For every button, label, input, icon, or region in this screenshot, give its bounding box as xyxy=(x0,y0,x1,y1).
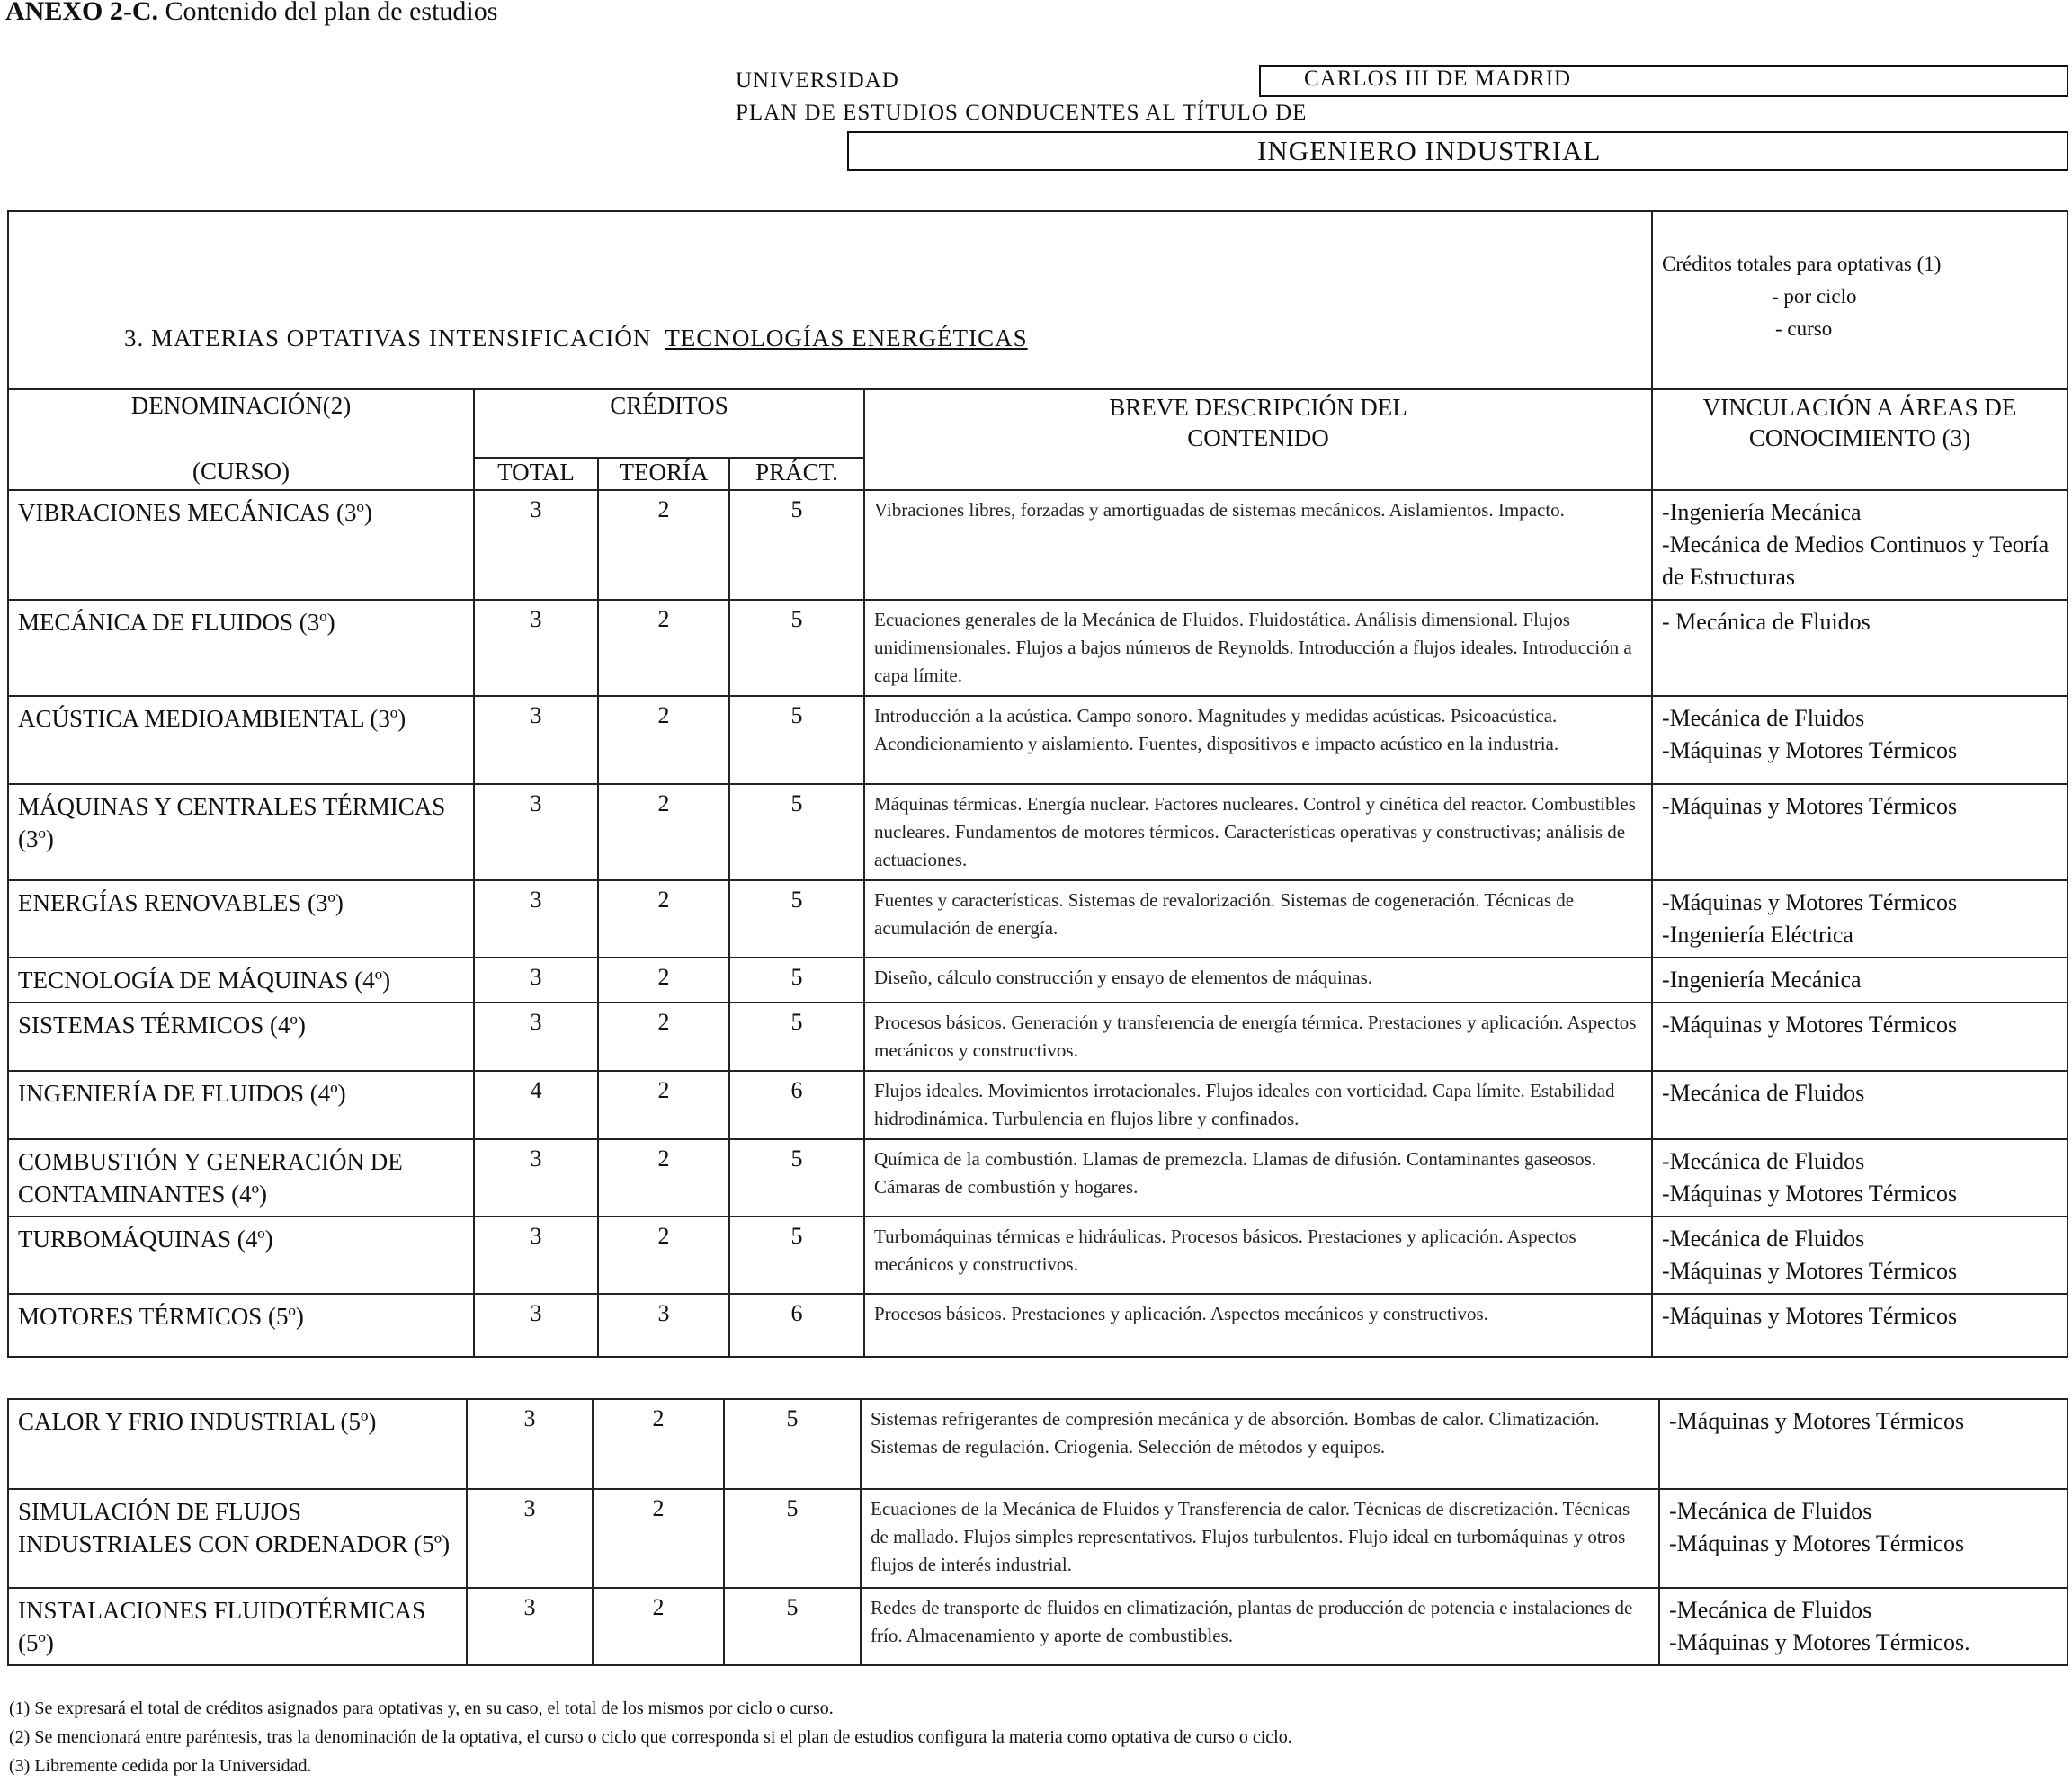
credits-total: 4 xyxy=(474,1071,598,1139)
credits-total: 3 xyxy=(474,696,598,784)
col-total: TOTAL xyxy=(474,458,598,490)
credits-total: 3 xyxy=(474,490,598,600)
subject-name: ACÚSTICA MEDIOAMBIENTAL (3º) xyxy=(8,696,474,784)
credits-teoria: 2 xyxy=(598,784,729,880)
col-curso: (CURSO) xyxy=(8,458,474,490)
table-row xyxy=(8,1139,2068,1217)
subject-description: Ecuaciones de la Mecánica de Fluidos y Transferencia de calor. Técnicas de discretización. Técnicas de mallado. Flujos simples representativos. Flujos turbulentos. Flujo ideal en turbomáquinas y otros flujos de interés industrial. xyxy=(861,1489,1659,1588)
col-denominacion: DENOMINACIÓN(2) xyxy=(8,389,474,458)
credits-teoria: 3 xyxy=(598,1294,729,1357)
titulo-value: INGENIERO INDUSTRIAL xyxy=(1257,135,1602,166)
credits-teoria: 2 xyxy=(598,696,729,784)
credits-total: 3 xyxy=(474,1294,598,1357)
titulo-box xyxy=(847,131,2068,171)
credits-teoria: 2 xyxy=(598,490,729,600)
knowledge-areas xyxy=(1652,880,2068,958)
credits-total: 3 xyxy=(474,1139,598,1217)
col-descripcion-2: CONTENIDO xyxy=(1187,424,1329,451)
subject-description: Química de la combustión. Llamas de premezcla. Llamas de difusión. Contaminantes gaseosos. Cámaras de combustión y hogares. xyxy=(864,1139,1652,1217)
col-vinculacion xyxy=(1652,389,2068,490)
footnote-1: (1) Se expresará el total de créditos asignados para optativas y, en su caso, el total de los mismos por ciclo o curso. xyxy=(9,1698,834,1718)
subject-name: MOTORES TÉRMICOS (5º) xyxy=(8,1294,474,1357)
credits-total: 3 xyxy=(474,784,598,880)
knowledge-area: -Máquinas y Motores Térmicos. xyxy=(1669,1629,1970,1655)
col-creditos: CRÉDITOS xyxy=(474,389,864,458)
rows-top xyxy=(8,490,2068,1357)
credits-teoria: 2 xyxy=(593,1489,724,1588)
col-descripcion-1: BREVE DESCRIPCIÓN DEL xyxy=(1109,394,1407,421)
knowledge-area: -Mecánica de Medios Continuos y Teoría de Estructuras xyxy=(1662,531,2050,590)
table-row xyxy=(8,1399,2068,1489)
knowledge-areas xyxy=(1652,696,2068,784)
plan-table-bottom xyxy=(7,1398,2068,1666)
col-vinculacion-1: VINCULACIÓN A ÁREAS DE xyxy=(1702,394,2017,421)
credits-teoria: 2 xyxy=(598,1003,729,1071)
knowledge-area: - Mecánica de Fluidos xyxy=(1662,609,1871,635)
subject-name: CALOR Y FRIO INDUSTRIAL (5º) xyxy=(8,1399,467,1489)
knowledge-areas xyxy=(1652,1217,2068,1294)
credits-pract: 5 xyxy=(729,784,864,880)
credits-pract: 5 xyxy=(729,1217,864,1294)
credits-total: 3 xyxy=(467,1489,593,1588)
subject-name: TECNOLOGÍA DE MÁQUINAS (4º) xyxy=(8,958,474,1003)
subject-description: Vibraciones libres, forzadas y amortiguadas de sistemas mecánicos. Aislamientos. Impacto. xyxy=(864,490,1652,600)
credits-total: 3 xyxy=(474,958,598,1003)
universidad-value: CARLOS III DE MADRID xyxy=(1304,67,1572,91)
subject-name: INSTALACIONES FLUIDOTÉRMICAS (5º) xyxy=(8,1588,467,1665)
subject-description: Turbomáquinas térmicas e hidráulicas. Procesos básicos. Prestaciones y aplicación. Aspectos mecánicos y constructivos. xyxy=(864,1217,1652,1294)
credits-pract: 5 xyxy=(729,600,864,696)
knowledge-area: -Máquinas y Motores Térmicos xyxy=(1662,1303,1958,1329)
section-prefix: 3. MATERIAS OPTATIVAS INTENSIFICACIÓN xyxy=(124,325,652,352)
credits-teoria: 2 xyxy=(598,1217,729,1294)
knowledge-area: -Máquinas y Motores Térmicos xyxy=(1662,1181,1958,1207)
credits-pract: 5 xyxy=(729,696,864,784)
knowledge-areas xyxy=(1652,958,2068,1003)
section-underlined: TECNOLOGÍAS ENERGÉTICAS xyxy=(665,325,1028,352)
knowledge-area: -Mecánica de Fluidos xyxy=(1662,1148,1865,1174)
subject-description: Procesos básicos. Generación y transferencia de energía térmica. Prestaciones y aplicación. Aspectos mecánicos y constructivos. xyxy=(864,1003,1652,1071)
subject-description: Ecuaciones generales de la Mecánica de Fluidos. Fluidostática. Análisis dimensional. Flujos unidimensionales. Flujos a bajos números de Reynolds. Introducción a flujos ideales. Introducción a capa límite. xyxy=(864,600,1652,696)
knowledge-area: -Mecánica de Fluidos xyxy=(1662,1226,1865,1252)
credits-teoria: 2 xyxy=(598,880,729,958)
credits-total: 3 xyxy=(467,1399,593,1489)
knowledge-areas xyxy=(1652,490,2068,600)
section-title xyxy=(8,211,1652,389)
knowledge-area: -Máquinas y Motores Térmicos xyxy=(1662,737,1958,763)
annex-title xyxy=(5,0,497,27)
knowledge-area: -Ingeniería Eléctrica xyxy=(1662,922,1853,948)
credits-pract: 5 xyxy=(729,1139,864,1217)
footnote-2: (2) Se mencionará entre paréntesis, tras la denominación de la optativa, el curso o ciclo que corresponda si el plan de estudios configura la materia como optativa de curso o ciclo. xyxy=(9,1727,1292,1747)
table-row xyxy=(8,1217,2068,1294)
subject-name: TURBOMÁQUINAS (4º) xyxy=(8,1217,474,1294)
credits-pract: 6 xyxy=(729,1071,864,1139)
credits-pract: 5 xyxy=(729,490,864,600)
credits-total: 3 xyxy=(474,1003,598,1071)
credits-note-3: - curso xyxy=(1775,317,1833,340)
table-row xyxy=(8,1588,2068,1665)
credits-pract: 5 xyxy=(724,1399,861,1489)
credits-pract: 5 xyxy=(729,1003,864,1071)
subject-name: MECÁNICA DE FLUIDOS (3º) xyxy=(8,600,474,696)
subject-name: SIMULACIÓN DE FLUJOS INDUSTRIALES CON ORDENADOR (5º) xyxy=(8,1489,467,1588)
table-row xyxy=(8,1071,2068,1139)
credits-pract: 5 xyxy=(724,1489,861,1588)
subject-name: SISTEMAS TÉRMICOS (4º) xyxy=(8,1003,474,1071)
subject-description: Flujos ideales. Movimientos irrotacionales. Flujos ideales con vorticidad. Capa límite. Estabilidad hidrodinámica. Turbulencia en flujos libre y confinados. xyxy=(864,1071,1652,1139)
subject-name: ENERGÍAS RENOVABLES (3º) xyxy=(8,880,474,958)
col-pract: PRÁCT. xyxy=(729,458,864,490)
knowledge-area: -Mecánica de Fluidos xyxy=(1662,705,1865,731)
credits-teoria: 2 xyxy=(593,1399,724,1489)
universidad-label: UNIVERSIDAD xyxy=(736,68,899,93)
credits-pract: 5 xyxy=(724,1588,861,1665)
credits-teoria: 2 xyxy=(598,958,729,1003)
credits-teoria: 2 xyxy=(593,1588,724,1665)
knowledge-areas xyxy=(1659,1588,2068,1665)
subject-description: Procesos básicos. Prestaciones y aplicación. Aspectos mecánicos y constructivos. xyxy=(864,1294,1652,1357)
rows-bottom xyxy=(8,1399,2068,1665)
knowledge-area: -Máquinas y Motores Térmicos xyxy=(1669,1408,1965,1434)
knowledge-area: -Máquinas y Motores Térmicos xyxy=(1662,1012,1958,1038)
subject-description: Máquinas térmicas. Energía nuclear. Factores nucleares. Control y cinética del reactor. Combustibles nucleares. Fundamentos de motores térmicos. Características operativas y constructivas; análisis de actuaciones. xyxy=(864,784,1652,880)
plan-table-top xyxy=(7,210,2068,1358)
knowledge-area: -Mecánica de Fluidos xyxy=(1662,1080,1865,1106)
knowledge-areas xyxy=(1652,1139,2068,1217)
table-row xyxy=(8,958,2068,1003)
subject-name: COMBUSTIÓN Y GENERACIÓN DE CONTAMINANTES (4º) xyxy=(8,1139,474,1217)
credits-total: 3 xyxy=(474,880,598,958)
credits-total: 3 xyxy=(474,1217,598,1294)
credits-note-2: - por ciclo xyxy=(1772,285,1857,308)
knowledge-area: -Mecánica de Fluidos xyxy=(1669,1498,1872,1524)
knowledge-area: -Máquinas y Motores Térmicos xyxy=(1662,1258,1958,1284)
subject-description: Redes de transporte de fluidos en climatización, plantas de producción de potencia e instalaciones de frío. Almacenamiento y aporte de combustibles. xyxy=(861,1588,1659,1665)
credits-teoria: 2 xyxy=(598,600,729,696)
table-row xyxy=(8,1489,2068,1588)
knowledge-areas xyxy=(1659,1399,2068,1489)
subject-name: VIBRACIONES MECÁNICAS (3º) xyxy=(8,490,474,600)
col-descripcion xyxy=(864,389,1652,490)
knowledge-areas xyxy=(1652,784,2068,880)
universidad-box xyxy=(1259,65,2068,97)
knowledge-areas xyxy=(1652,1003,2068,1071)
credits-pract: 5 xyxy=(729,880,864,958)
credits-total: 3 xyxy=(467,1588,593,1665)
table-row xyxy=(8,880,2068,958)
subject-description: Diseño, cálculo construcción y ensayo de elementos de máquinas. xyxy=(864,958,1652,1003)
credits-note xyxy=(1652,211,2068,389)
credits-teoria: 2 xyxy=(598,1139,729,1217)
col-teoria: TEORÍA xyxy=(598,458,729,490)
knowledge-area: -Mecánica de Fluidos xyxy=(1669,1597,1872,1623)
subject-name: MÁQUINAS Y CENTRALES TÉRMICAS (3º) xyxy=(8,784,474,880)
table-row xyxy=(8,1294,2068,1357)
table-row xyxy=(8,600,2068,696)
credits-pract: 5 xyxy=(729,958,864,1003)
subject-description: Fuentes y características. Sistemas de revalorización. Sistemas de cogeneración. Técnicas de acumulación de energía. xyxy=(864,880,1652,958)
knowledge-area: -Máquinas y Motores Térmicos xyxy=(1662,793,1958,819)
knowledge-area: -Ingeniería Mecánica xyxy=(1662,499,1862,525)
annex-label: ANEXO 2-C. xyxy=(5,0,158,26)
knowledge-area: -Ingeniería Mecánica xyxy=(1662,967,1862,993)
col-vinculacion-2: CONOCIMIENTO (3) xyxy=(1748,424,1971,451)
credits-pract: 6 xyxy=(729,1294,864,1357)
credits-note-1: Créditos totales para optativas (1) xyxy=(1662,253,1942,275)
subject-description: Introducción a la acústica. Campo sonoro. Magnitudes y medidas acústicas. Psicoacústica. Acondicionamiento y aislamiento. Fuentes, dispositivos e impacto acústico en la industria. xyxy=(864,696,1652,784)
knowledge-areas xyxy=(1659,1489,2068,1588)
plan-label: PLAN DE ESTUDIOS CONDUCENTES AL TÍTULO DE xyxy=(736,101,1308,125)
footnote-3: (3) Libremente cedida por la Universidad. xyxy=(9,1756,312,1776)
table-row xyxy=(8,1003,2068,1071)
knowledge-areas xyxy=(1652,1071,2068,1139)
knowledge-area: -Máquinas y Motores Térmicos xyxy=(1662,889,1958,915)
knowledge-areas xyxy=(1652,1294,2068,1357)
knowledge-area: -Máquinas y Motores Térmicos xyxy=(1669,1530,1965,1556)
annex-subtitle: Contenido del plan de estudios xyxy=(165,0,498,26)
table-row xyxy=(8,696,2068,784)
subject-name: INGENIERÍA DE FLUIDOS (4º) xyxy=(8,1071,474,1139)
knowledge-areas xyxy=(1652,600,2068,696)
subject-description: Sistemas refrigerantes de compresión mecánica y de absorción. Bombas de calor. Climatización. Sistemas de regulación. Criogenia. Selección de métodos y equipos. xyxy=(861,1399,1659,1489)
credits-total: 3 xyxy=(474,600,598,696)
table-row xyxy=(8,784,2068,880)
table-row xyxy=(8,490,2068,600)
credits-teoria: 2 xyxy=(598,1071,729,1139)
